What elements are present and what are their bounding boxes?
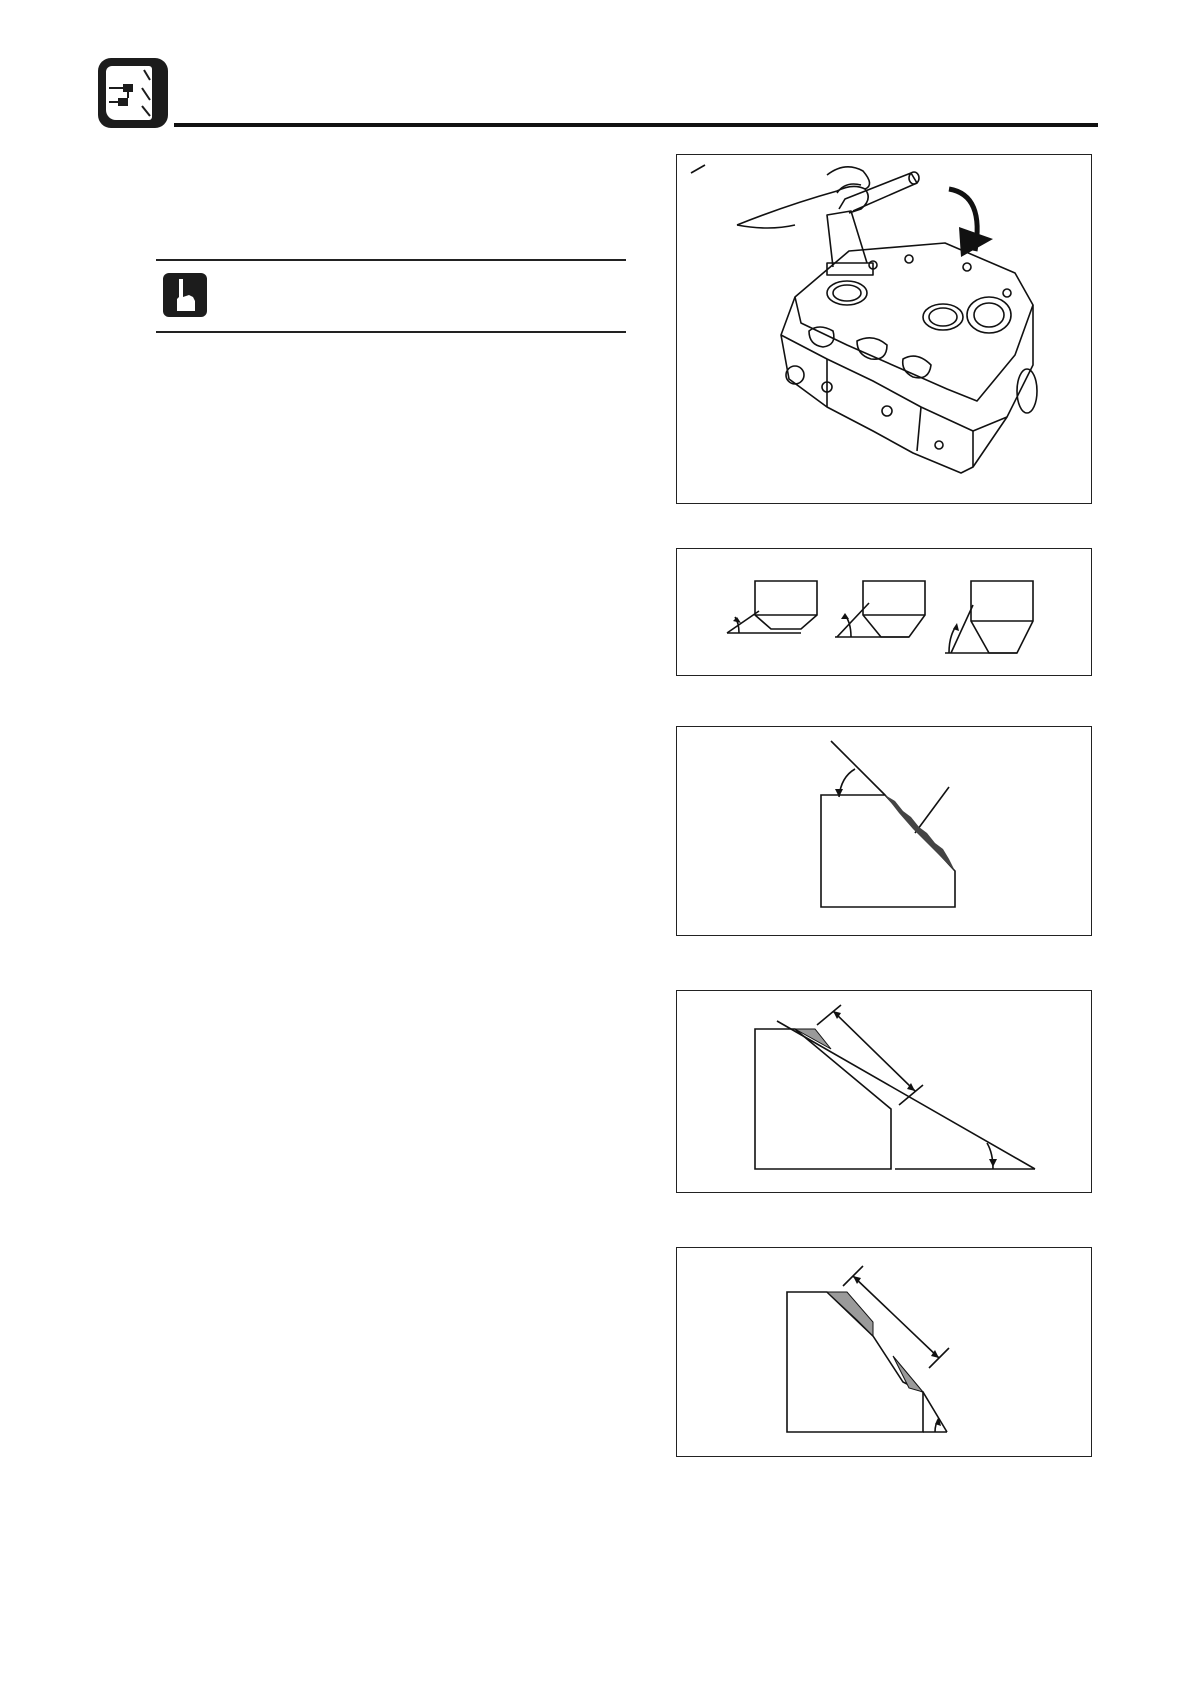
valve-seat-cutter-figure — [676, 154, 1092, 504]
valve-seat-profile — [677, 727, 1090, 934]
maintenance-tool-icon — [106, 66, 152, 120]
valve-seat-width-diagram — [677, 991, 1090, 1191]
section-icon — [98, 58, 168, 128]
cutter-angle-diagrams — [677, 549, 1090, 674]
header-rule — [174, 123, 1098, 127]
cutter-angle-figure — [676, 548, 1092, 676]
note-top-rule — [156, 259, 626, 261]
note-bottom-rule — [156, 331, 626, 333]
valve-seat-cutter-illustration — [677, 155, 1090, 502]
valve-seat-carbon-figure — [676, 726, 1092, 936]
caution-hand-icon — [163, 273, 207, 317]
valve-seat-width-diagram — [677, 1248, 1090, 1455]
seat-width-lower-figure — [676, 1247, 1092, 1457]
seat-width-upper-figure — [676, 990, 1092, 1193]
